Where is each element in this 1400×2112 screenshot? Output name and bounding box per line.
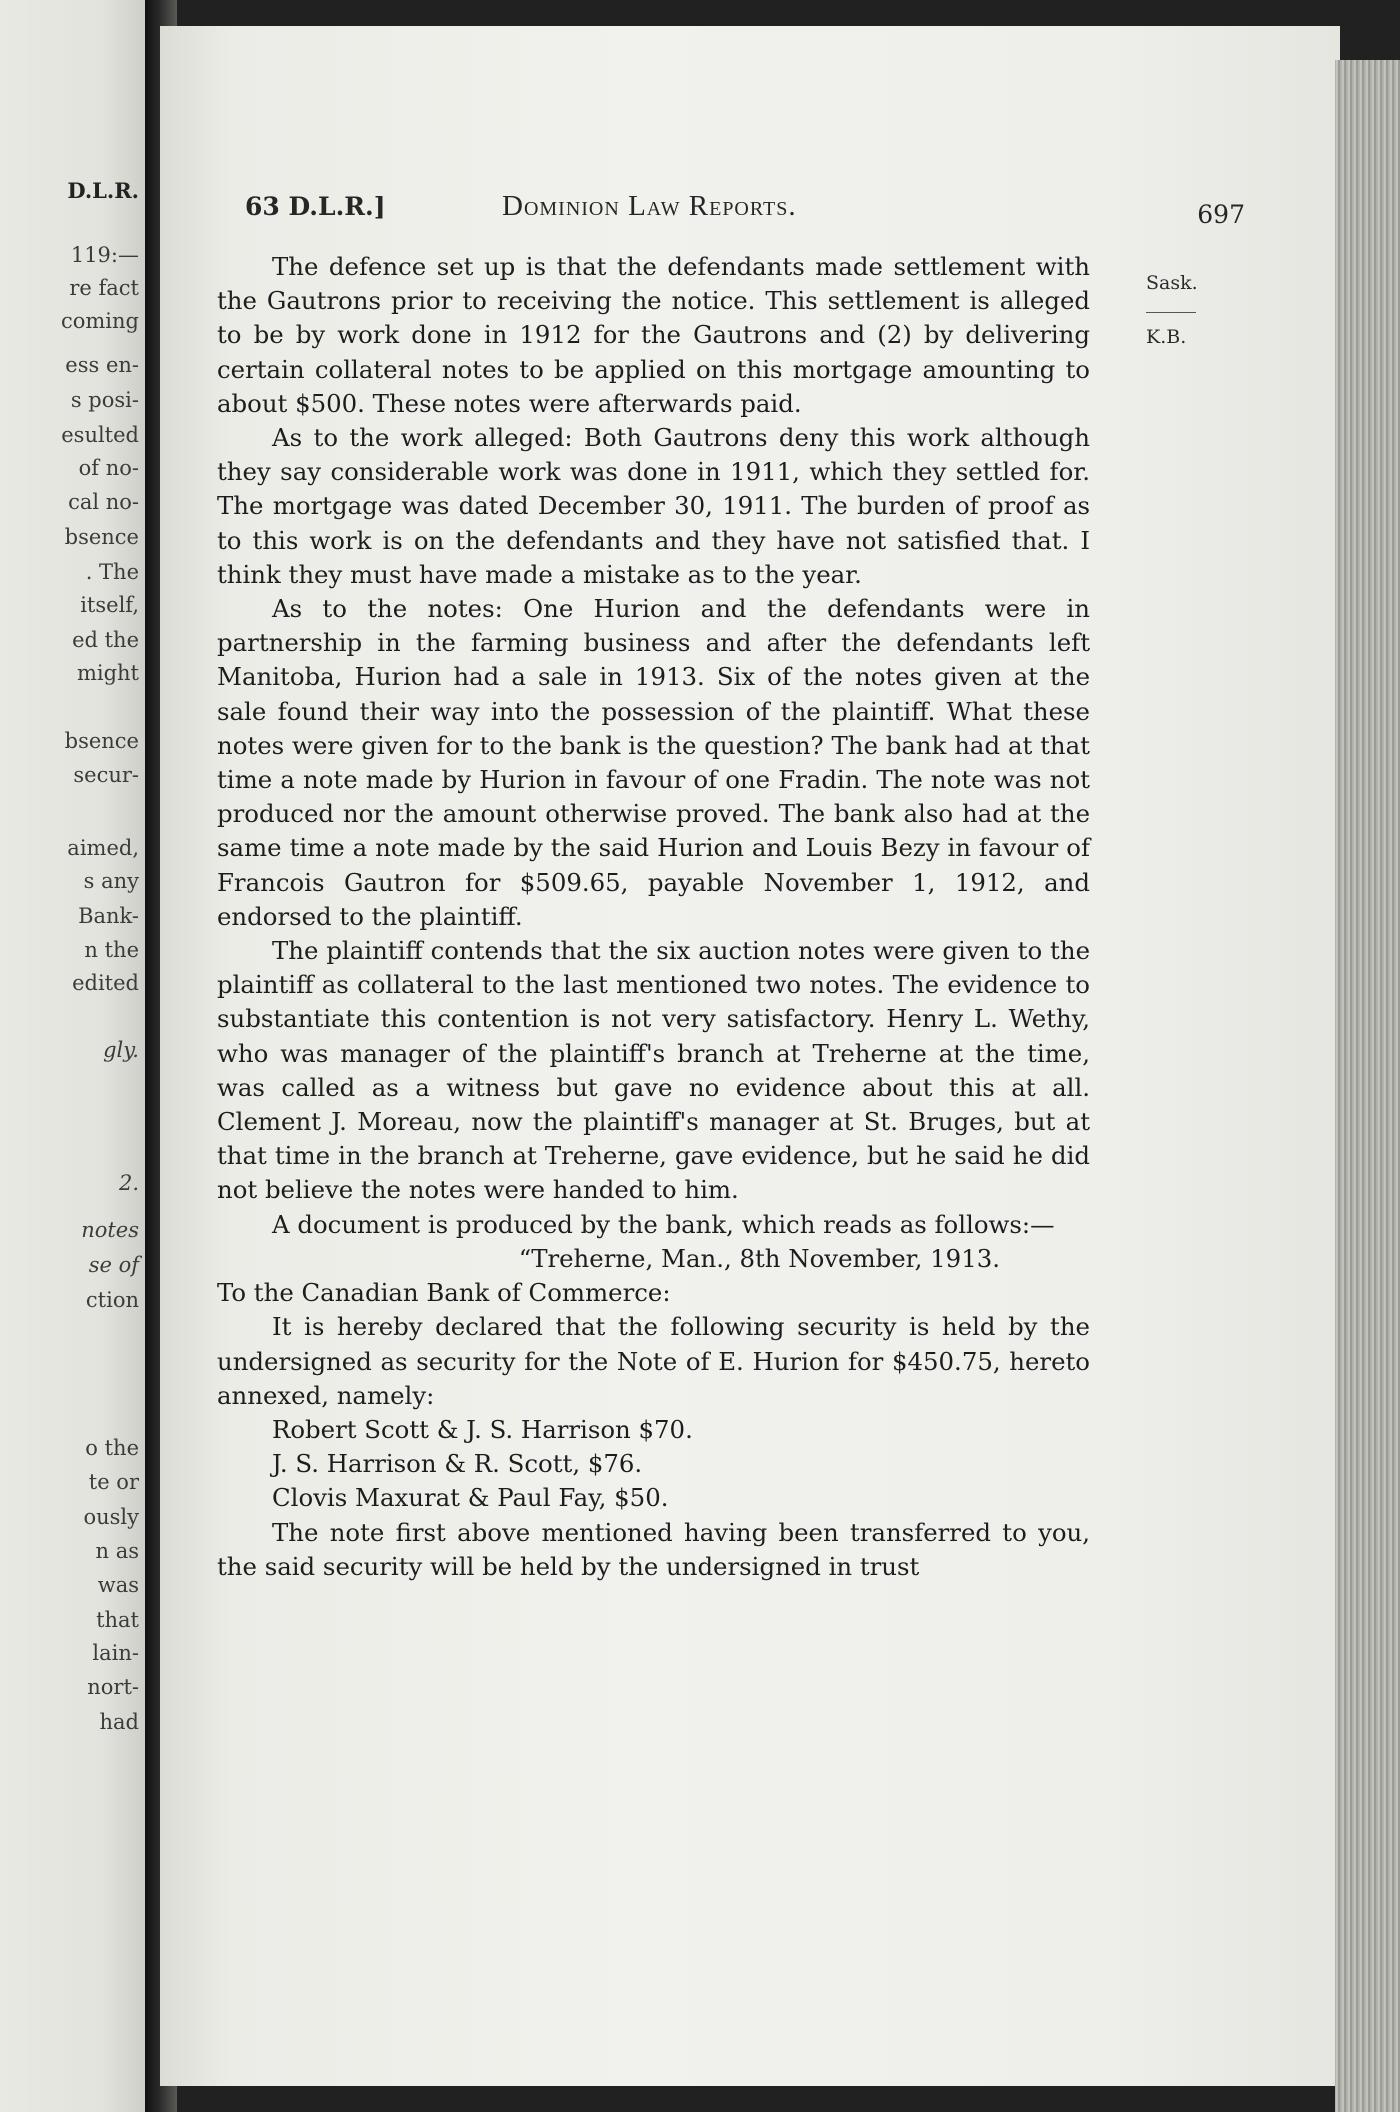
paragraph: The plaintiff contends that the six auction notes were given to the plaintiff as collateral to the last mentioned two notes. The evidence to substantiate this contention is not very satisfactory. Henry L. Wethy, who was manager of the plaintiff's branch at Treherne at the time, was called as a witness but gave no evidence about this at all. Clement J. Moreau, now the plaintiff's manager at St. Bruges, but at that time in the branch at Treherne, gave evidence, but he said he did not believe the notes were handed to him. [217,936,1090,1205]
paragraph: The note first above mentioned having been transferred to you, the said security will be held by the undersigned in trust [217,1517,1090,1581]
left-fragment: o the [85,1436,139,1460]
left-fragment: te or [88,1470,139,1494]
left-fragment: had [99,1710,139,1734]
left-fragment: bsence [64,729,139,753]
left-fragment: of no- [78,456,139,480]
left-fragment: cal no- [68,490,139,514]
left-fragment: that [96,1608,139,1632]
left-fragment: bsence [64,525,139,549]
left-fragment: lain- [92,1641,139,1665]
left-fragment: ously [83,1505,139,1529]
security-item: J. S. Harrison & R. Scott, $76. [272,1449,643,1479]
left-fragment: nort- [87,1675,139,1699]
paragraph: As to the work alleged: Both Gautrons deny this work although they say considerable work was done in 1911, which they settled for. The mortgage was dated December 30, 1911. The burden of proof as to this work is on the defendants and they have not satisfied that. I think they must have made a mistake as to the year. [217,423,1090,589]
paragraph: The defence set up is that the defendants made settlement with the Gautrons prior to receiving the notice. This settlement is alleged to be by work done in 1912 for the Gautrons and (2) by delivering certain collateral notes to be applied on this mortgage amounting to about $500. These notes were afterwards paid. [217,252,1090,418]
left-fragment: s any [83,869,139,893]
left-fragment: n as [95,1539,139,1563]
left-fragment: 119:— [70,243,139,267]
left-fragment: ed the [72,628,139,652]
left-fragment: notes [81,1218,139,1242]
left-fragment: aimed, [67,836,139,860]
left-fragment: n the [84,938,139,962]
left-fragment: was [97,1573,139,1597]
left-fragment: . The [85,560,139,584]
left-fragment: se of [88,1253,139,1277]
left-fragment: ction [85,1288,139,1312]
left-fragment: coming [60,309,139,333]
page-edges [1335,60,1400,2112]
document-date-line: “Treherne, Man., 8th November, 1913. [518,1243,1000,1273]
document-salutation: To the Canadian Bank of Commerce: [217,1278,671,1308]
paragraph: A document is produced by the bank, which reads as follows:— [272,1209,1055,1239]
page-number: 697 [1197,200,1245,229]
facing-page-left [0,0,145,2112]
left-page-header: D.L.R. [67,178,139,203]
left-fragment: secur- [73,763,139,787]
left-fragment: edited [72,971,139,995]
margin-divider [1146,312,1196,313]
body-text [217,250,1090,1584]
security-item: Robert Scott & J. S. Harrison $70. [272,1414,693,1444]
volume-reference: 63 D.L.R.] [245,192,386,221]
left-fragment: re fact [69,276,139,300]
left-fragment: might [76,661,139,685]
paragraph: It is hereby declared that the following security is held by the undersigned as security for the Note of E. Hurion for $450.75, hereto annexed, namely: [217,1312,1090,1410]
left-fragment: itself, [80,593,139,617]
left-fragment: Bank- [78,904,139,928]
left-fragment: ess en- [65,353,139,377]
report-title: Dominion Law Reports. [502,190,797,222]
jurisdiction-note: Sask. [1146,272,1198,294]
paragraph: As to the notes: One Hurion and the defendants were in partnership in the farming business and after the defendants left Manitoba, Hurion had a sale in 1913. Six of the notes given at the sale found their way into the possession of the plaintiff. What these notes were given for to the bank is the question? The bank had at that time a note made by Hurion in favour of one Fradin. The note was not produced nor the amount otherwise proved. The bank also had at the same time a note made by the said Hurion and Louis Bezy in favour of Francois Gautron for $509.65, payable November 1, 1912, and endorsed to the plaintiff. [217,594,1090,931]
left-fragment: gly. [103,1038,139,1062]
left-fragment: 2. [118,1171,139,1195]
court-note: K.B. [1146,326,1187,348]
left-fragment: esulted [61,423,139,447]
security-item: Clovis Maxurat & Paul Fay, $50. [272,1483,669,1513]
left-fragment: s posi- [70,388,139,412]
